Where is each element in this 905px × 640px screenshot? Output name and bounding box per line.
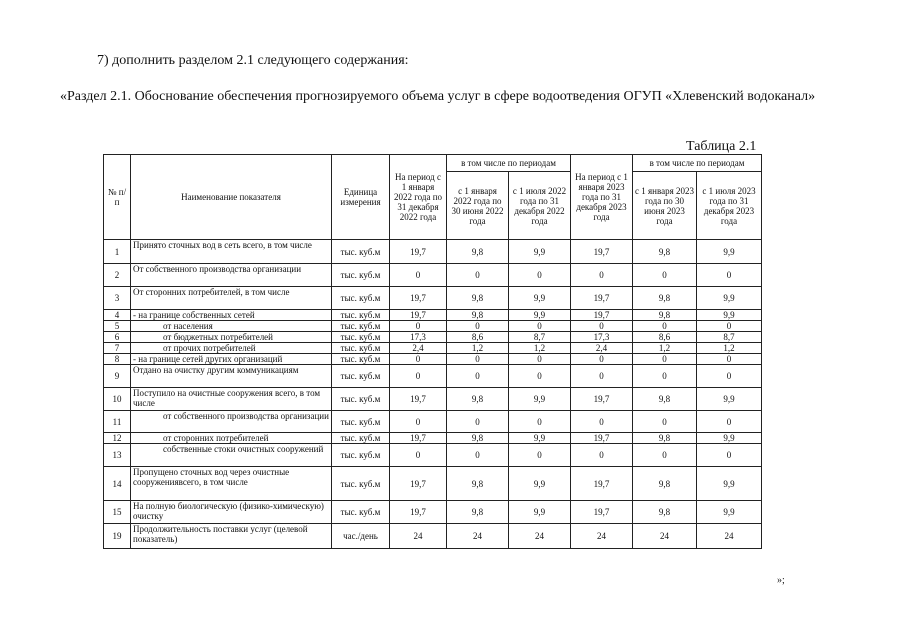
value-cell: 19,7 [390, 467, 447, 501]
indicator-name: Пропущено сточных вод через очистные сооружениявсего, в том числе [131, 467, 332, 501]
unit-cell: тыс. куб.м [332, 354, 390, 365]
value-cell: 0 [697, 365, 762, 388]
value-cell: 0 [633, 365, 697, 388]
row-number: 1 [104, 240, 131, 264]
value-cell: 0 [390, 264, 447, 287]
value-cell: 0 [633, 264, 697, 287]
value-cell: 8,6 [633, 332, 697, 343]
value-cell: 8,7 [509, 332, 571, 343]
value-cell: 9,8 [633, 310, 697, 321]
unit-cell: тыс. куб.м [332, 467, 390, 501]
value-cell: 8,7 [697, 332, 762, 343]
table-row [104, 444, 762, 467]
value-cell: 9,9 [697, 388, 762, 411]
table-row [104, 321, 762, 332]
row-number: 5 [104, 321, 131, 332]
value-cell: 19,7 [390, 501, 447, 524]
value-cell: 2,4 [390, 343, 447, 354]
table-row [104, 354, 762, 365]
header-name: Наименование показателя [131, 155, 332, 240]
value-cell: 19,7 [571, 310, 633, 321]
value-cell: 1,2 [697, 343, 762, 354]
row-number: 12 [104, 433, 131, 444]
table-caption: Таблица 2.1 [686, 139, 757, 154]
value-cell: 1,2 [447, 343, 509, 354]
header-h2-2023: с 1 июля 2023 года по 31 декабря 2023 года [697, 172, 762, 240]
value-cell: 0 [390, 444, 447, 467]
unit-cell: час./день [332, 524, 390, 549]
value-cell: 17,3 [390, 332, 447, 343]
value-cell: 9,8 [633, 433, 697, 444]
table-row [104, 388, 762, 411]
table-row [104, 264, 762, 287]
unit-cell: тыс. куб.м [332, 343, 390, 354]
value-cell: 9,9 [509, 388, 571, 411]
table-row [104, 411, 762, 433]
value-cell: 0 [509, 411, 571, 433]
value-cell: 9,8 [447, 310, 509, 321]
value-cell: 9,9 [697, 467, 762, 501]
value-cell: 0 [571, 365, 633, 388]
value-cell: 9,9 [697, 240, 762, 264]
value-cell: 0 [509, 365, 571, 388]
value-cell: 9,9 [697, 433, 762, 444]
value-cell: 0 [633, 411, 697, 433]
header-h1-2023: с 1 января 2023 года по 30 июня 2023 года [633, 172, 697, 240]
value-cell: 19,7 [571, 467, 633, 501]
value-cell: 0 [633, 354, 697, 365]
row-number: 3 [104, 287, 131, 310]
value-cell: 0 [697, 444, 762, 467]
value-cell: 19,7 [571, 501, 633, 524]
value-cell: 0 [509, 354, 571, 365]
unit-cell: тыс. куб.м [332, 365, 390, 388]
table-row [104, 365, 762, 388]
header-num: № п/п [104, 155, 131, 240]
value-cell: 9,9 [509, 287, 571, 310]
value-cell: 24 [633, 524, 697, 549]
value-cell: 24 [509, 524, 571, 549]
unit-cell: тыс. куб.м [332, 388, 390, 411]
value-cell: 0 [697, 321, 762, 332]
row-number: 9 [104, 365, 131, 388]
header-h2-2022: с 1 июля 2022 года по 31 декабря 2022 года [509, 172, 571, 240]
value-cell: 9,8 [447, 388, 509, 411]
header-incl-periods-2022: в том числе по периодам [447, 155, 571, 172]
value-cell: 0 [509, 444, 571, 467]
row-number: 7 [104, 343, 131, 354]
unit-cell: тыс. куб.м [332, 310, 390, 321]
row-number: 4 [104, 310, 131, 321]
value-cell: 0 [509, 321, 571, 332]
value-cell: 0 [447, 444, 509, 467]
value-cell: 19,7 [390, 240, 447, 264]
table-row [104, 287, 762, 310]
value-cell: 24 [390, 524, 447, 549]
table-row [104, 310, 762, 321]
value-cell: 0 [390, 321, 447, 332]
row-number: 11 [104, 411, 131, 433]
value-cell: 0 [390, 354, 447, 365]
row-number: 8 [104, 354, 131, 365]
value-cell: 19,7 [571, 388, 633, 411]
value-cell: 0 [447, 365, 509, 388]
value-cell: 9,8 [447, 240, 509, 264]
closing-quote: »; [777, 575, 785, 586]
value-cell: 19,7 [571, 287, 633, 310]
value-cell: 0 [447, 264, 509, 287]
value-cell: 8,6 [447, 332, 509, 343]
value-cell: 19,7 [390, 287, 447, 310]
header-h1-2022: с 1 января 2022 года по 30 июня 2022 года [447, 172, 509, 240]
value-cell: 19,7 [390, 310, 447, 321]
value-cell: 9,9 [697, 287, 762, 310]
value-cell: 0 [390, 411, 447, 433]
indicator-name: Принято сточных вод в сеть всего, в том числе [131, 240, 332, 264]
indicator-name: от собственного производства организации [131, 411, 332, 433]
row-number: 10 [104, 388, 131, 411]
indicator-name: На полную биологическую (физико-химическую) очистку [131, 501, 332, 524]
value-cell: 9,9 [509, 433, 571, 444]
header-period-2022: На период с 1 января 2022 года по 31 декабря 2022 года [390, 155, 447, 240]
indicator-name: Поступило на очистные сооружения всего, в том числе [131, 388, 332, 411]
indicator-name: от населения [131, 321, 332, 332]
value-cell: 9,9 [697, 501, 762, 524]
value-cell: 1,2 [509, 343, 571, 354]
intro-text: 7) дополнить разделом 2.1 следующего содержания: [97, 53, 409, 68]
indicator-name: От сторонних потребителей, в том числе [131, 287, 332, 310]
value-cell: 9,8 [447, 287, 509, 310]
unit-cell: тыс. куб.м [332, 264, 390, 287]
indicator-name: от бюджетных потребителей [131, 332, 332, 343]
value-cell: 9,8 [447, 467, 509, 501]
unit-cell: тыс. куб.м [332, 287, 390, 310]
value-cell: 19,7 [390, 388, 447, 411]
value-cell: 0 [633, 444, 697, 467]
indicator-name: Отдано на очистку другим коммуникациям [131, 365, 332, 388]
value-cell: 9,8 [447, 433, 509, 444]
header-unit: Единица измерения [332, 155, 390, 240]
unit-cell: тыс. куб.м [332, 240, 390, 264]
table-row [104, 343, 762, 354]
value-cell: 19,7 [571, 433, 633, 444]
indicator-name: от прочих потребителей [131, 343, 332, 354]
row-number: 19 [104, 524, 131, 549]
table-row [104, 467, 762, 501]
unit-cell: тыс. куб.м [332, 501, 390, 524]
unit-cell: тыс. куб.м [332, 411, 390, 433]
row-number: 14 [104, 467, 131, 501]
value-cell: 9,9 [509, 240, 571, 264]
unit-cell: тыс. куб.м [332, 321, 390, 332]
row-number: 15 [104, 501, 131, 524]
table-row [104, 332, 762, 343]
value-cell: 0 [697, 354, 762, 365]
unit-cell: тыс. куб.м [332, 433, 390, 444]
row-number: 13 [104, 444, 131, 467]
value-cell: 0 [571, 411, 633, 433]
value-cell: 0 [571, 444, 633, 467]
value-cell: 0 [697, 411, 762, 433]
value-cell: 0 [447, 354, 509, 365]
value-cell: 2,4 [571, 343, 633, 354]
value-cell: 0 [447, 321, 509, 332]
indicator-name: - на границе сетей других организаций [131, 354, 332, 365]
value-cell: 0 [697, 264, 762, 287]
row-number: 2 [104, 264, 131, 287]
value-cell: 9,9 [509, 501, 571, 524]
header-period-2023: На период с 1 января 2023 года по 31 декабря 2023 года [571, 155, 633, 240]
value-cell: 9,8 [447, 501, 509, 524]
table-row [104, 524, 762, 549]
table-row [104, 433, 762, 444]
indicator-name: Продолжительность поставки услуг (целевой показатель) [131, 524, 332, 549]
value-cell: 0 [390, 365, 447, 388]
value-cell: 0 [571, 321, 633, 332]
value-cell: 9,8 [633, 501, 697, 524]
indicator-name: собственные стоки очистных сооружений [131, 444, 332, 467]
unit-cell: тыс. куб.м [332, 332, 390, 343]
data-table [103, 154, 762, 549]
indicator-name: - на границе собственных сетей [131, 310, 332, 321]
value-cell: 24 [447, 524, 509, 549]
section-heading: «Раздел 2.1. Обоснование обеспечения прогнозируемого объема услуг в сфере водоотведения ОГУП «Хлевенский водоканал» [60, 89, 816, 104]
unit-cell: тыс. куб.м [332, 444, 390, 467]
value-cell: 9,9 [509, 467, 571, 501]
indicator-name: от сторонних потребителей [131, 433, 332, 444]
value-cell: 9,9 [697, 310, 762, 321]
value-cell: 0 [571, 264, 633, 287]
table-row [104, 501, 762, 524]
value-cell: 19,7 [390, 433, 447, 444]
value-cell: 24 [697, 524, 762, 549]
value-cell: 9,8 [633, 240, 697, 264]
value-cell: 0 [447, 411, 509, 433]
value-cell: 9,8 [633, 467, 697, 501]
table-row [104, 240, 762, 264]
value-cell: 1,2 [633, 343, 697, 354]
header-incl-periods-2023: в том числе по периодам [633, 155, 762, 172]
value-cell: 0 [509, 264, 571, 287]
value-cell: 9,8 [633, 388, 697, 411]
value-cell: 9,8 [633, 287, 697, 310]
value-cell: 0 [571, 354, 633, 365]
indicator-name: От собственного производства организации [131, 264, 332, 287]
value-cell: 17,3 [571, 332, 633, 343]
value-cell: 0 [633, 321, 697, 332]
value-cell: 24 [571, 524, 633, 549]
row-number: 6 [104, 332, 131, 343]
value-cell: 19,7 [571, 240, 633, 264]
value-cell: 9,9 [509, 310, 571, 321]
